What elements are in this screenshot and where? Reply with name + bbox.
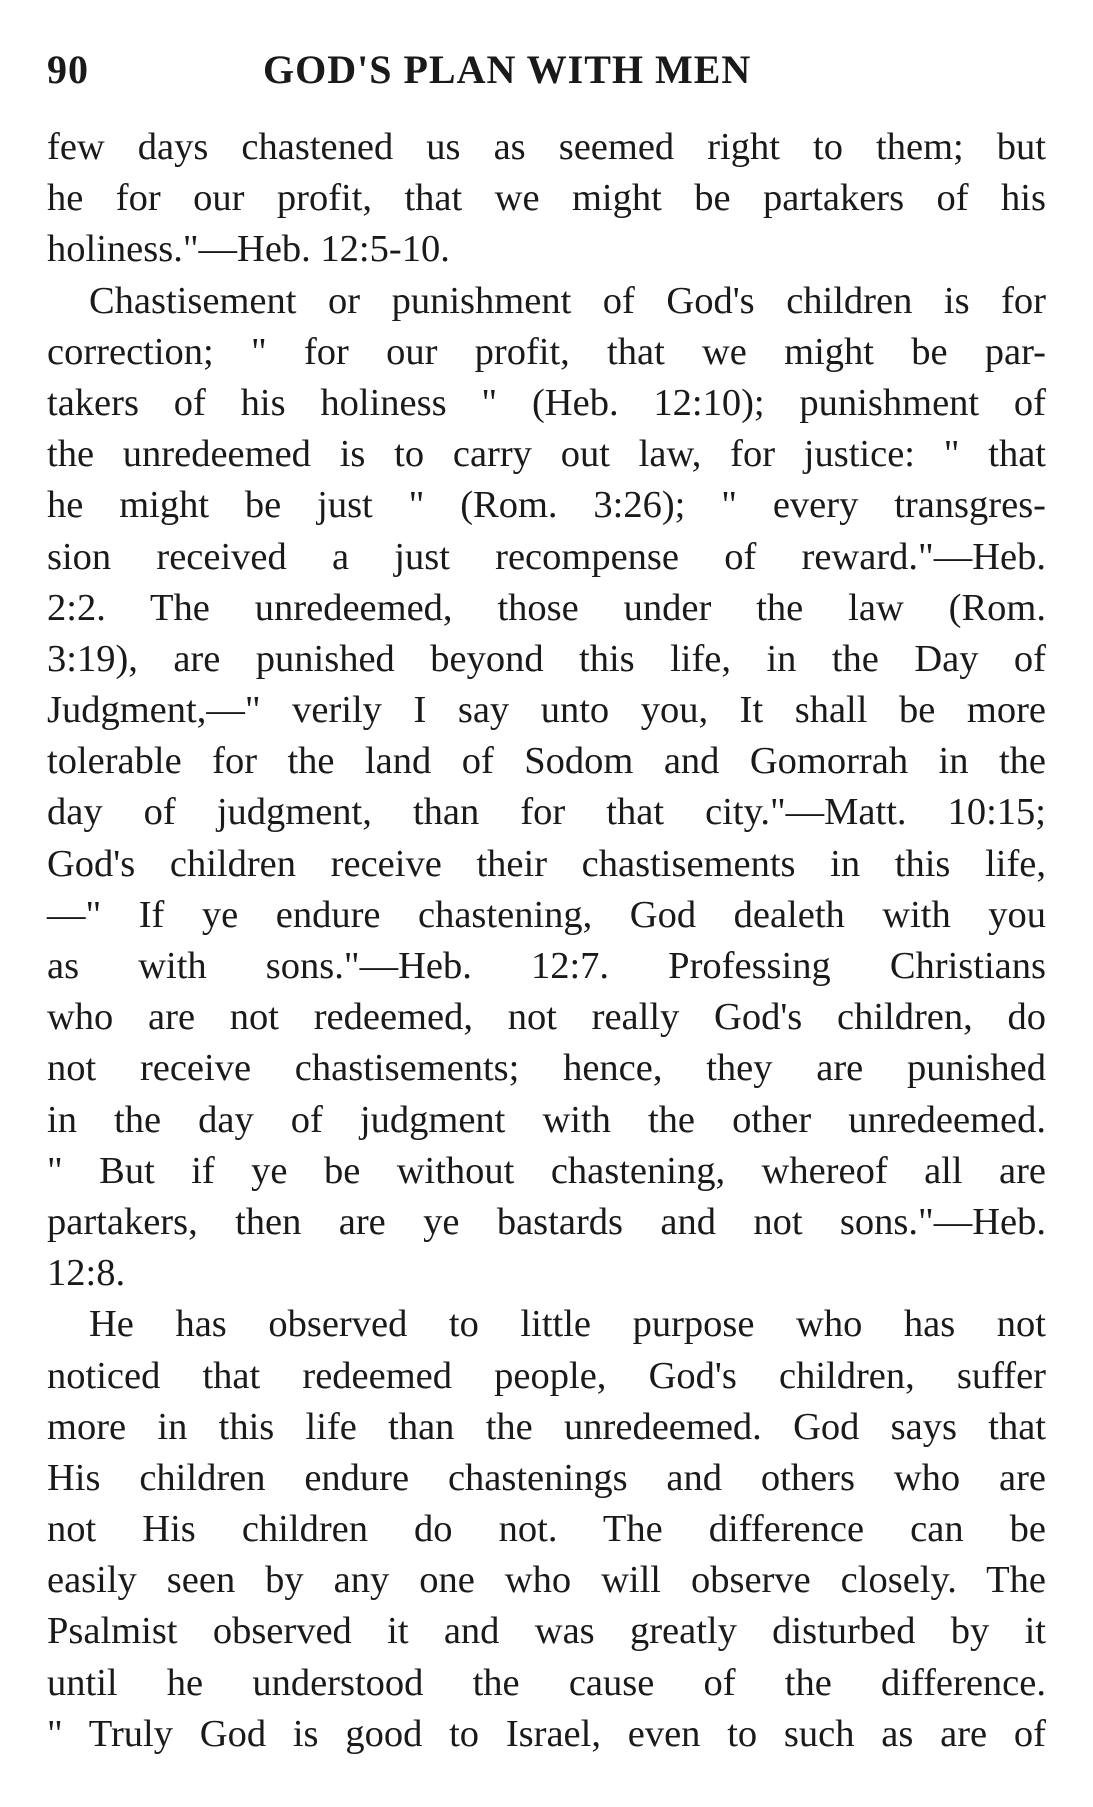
text-line: not His children do not. The difference can be: [47, 1508, 1046, 1551]
text-line: Chastisement or punishment of God's children is for: [89, 279, 1046, 322]
text-line: tolerable for the land of Sodom and Gomorrah in the: [47, 740, 1046, 783]
text-line: sion received a just recompense of reward."—Heb.: [47, 535, 1046, 578]
text-line: day of judgment, than for that city."—Matt. 10:15;: [47, 791, 1046, 834]
text-line: He has observed to little purpose who has not: [89, 1303, 1046, 1346]
paragraph-2: [47, 276, 1046, 1300]
text-line: 3:19), are punished beyond this life, in the Day of: [47, 637, 1046, 680]
text-line: Judgment,—" verily I say unto you, It shall be more: [47, 689, 1046, 732]
text-line: few days chastened us as seemed right to them; but: [47, 126, 1046, 168]
body-text: [47, 122, 1046, 1760]
text-line: takers of his holiness " (Heb. 12:10); punishment of: [47, 381, 1046, 424]
text-line: holiness."—Heb. 12:5-10.: [47, 228, 450, 271]
page-number: 90: [47, 47, 89, 92]
text-line: as with sons."—Heb. 12:7. Professing Christians: [47, 945, 1046, 987]
text-line: not receive chastisements; hence, they are punished: [47, 1047, 1046, 1090]
text-line: who are not redeemed, not really God's children, do: [47, 996, 1046, 1039]
text-line: he for our profit, that we might be partakers of his: [47, 177, 1046, 220]
text-line: " But if ye be without chastening, whereof all are: [47, 1149, 1046, 1192]
text-line: 12:8.: [47, 1252, 126, 1295]
text-line: in the day of judgment with the other unredeemed.: [47, 1098, 1046, 1141]
text-line: —" If ye endure chastening, God dealeth with you: [47, 893, 1046, 936]
text-line: noticed that redeemed people, God's children, suffer: [47, 1354, 1046, 1397]
text-line: until he understood the cause of the difference.: [47, 1661, 1046, 1704]
text-line: Psalmist observed it and was greatly disturbed by it: [47, 1610, 1046, 1653]
text-line: correction; " for our profit, that we might be par-: [47, 330, 1046, 373]
text-line: the unredeemed is to carry out law, for justice: " that: [47, 433, 1046, 476]
paragraph-1: [47, 122, 1046, 276]
text-line: easily seen by any one who will observe closely. The: [47, 1559, 1046, 1602]
running-head: GOD'S PLAN WITH MEN: [263, 47, 752, 92]
text-line: 2:2. The unredeemed, those under the law (Rom.: [47, 586, 1046, 629]
text-line: more in this life than the unredeemed. God says that: [47, 1405, 1046, 1448]
paragraph-3: [47, 1299, 1046, 1760]
page-header: [47, 40, 1046, 100]
text-line: partakers, then are ye bastards and not sons."—Heb.: [47, 1200, 1046, 1243]
text-line: God's children receive their chastisements in this life,: [47, 842, 1046, 885]
text-line: His children endure chastenings and others who are: [47, 1456, 1046, 1499]
text-line: he might be just " (Rom. 3:26); " every transgres-: [47, 484, 1046, 527]
text-line: " Truly God is good to Israel, even to such as are of: [47, 1712, 1046, 1755]
book-page: [47, 40, 1046, 1760]
